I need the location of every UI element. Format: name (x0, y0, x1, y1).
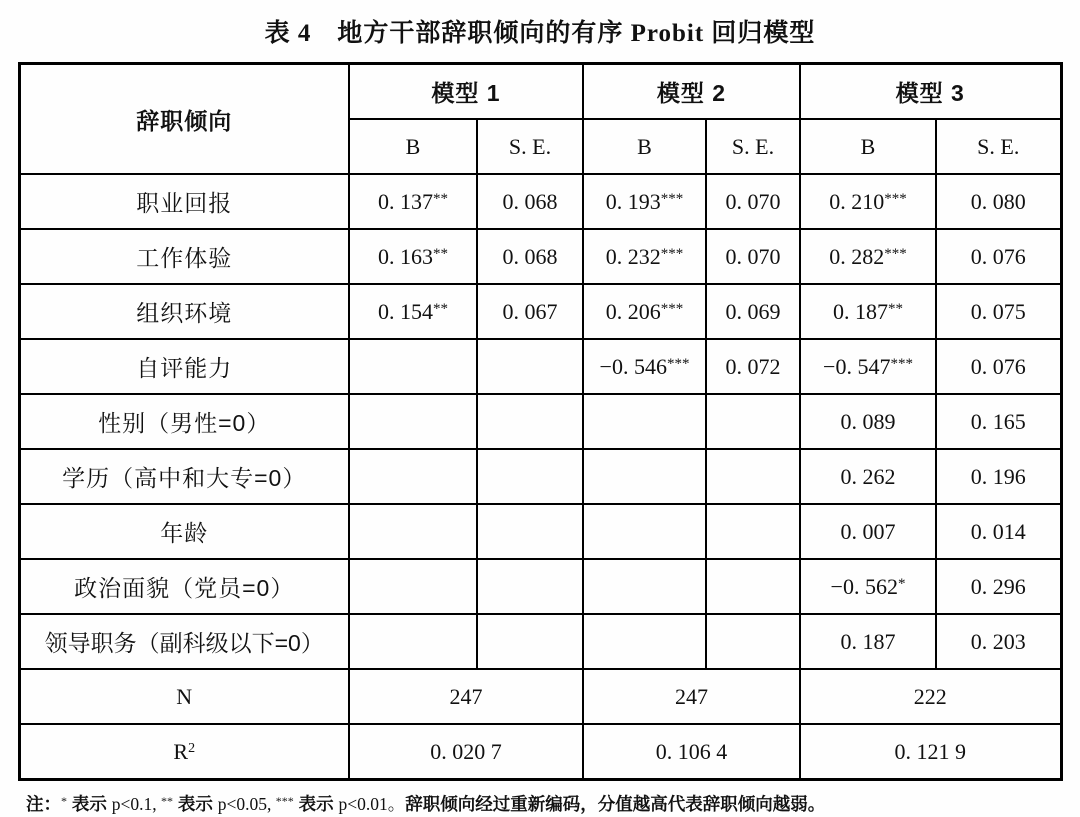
subheader-b: B (583, 119, 706, 174)
regression-table (18, 62, 1063, 781)
header-model-1: 模型 1 (349, 64, 583, 120)
n-value: 247 (349, 669, 583, 724)
coef-cell (349, 339, 477, 394)
row-label: 自评能力 (19, 339, 349, 394)
se-cell: 0. 075 (936, 284, 1061, 339)
se-cell: 0. 076 (936, 229, 1061, 284)
coef-cell: 0. 210*** (800, 174, 936, 229)
table-row (19, 504, 1061, 559)
n-value: 222 (800, 669, 1061, 724)
table-row (19, 394, 1061, 449)
table-row (19, 559, 1061, 614)
se-cell: 0. 165 (936, 394, 1061, 449)
row-label: 政治面貌（党员=0） (19, 559, 349, 614)
header-model-2: 模型 2 (583, 64, 800, 120)
se-cell: 0. 196 (936, 449, 1061, 504)
table-footnote: 注：* 表示 p<0.1, ** 表示 p<0.05, *** 表示 p<0.01。辞职倾向经过重新编码，分值越高代表辞职倾向越弱。 (26, 794, 826, 814)
se-cell: 0. 068 (477, 174, 583, 229)
table-title: 表 4 地方干部辞职倾向的有序 Probit 回归模型 (264, 20, 816, 47)
se-cell: 0. 070 (706, 229, 800, 284)
row-label: 工作体验 (19, 229, 349, 284)
table-row (19, 339, 1061, 394)
n-value: 247 (583, 669, 800, 724)
coef-cell: 0. 282*** (800, 229, 936, 284)
row-label: $R^2$ (19, 724, 349, 780)
subheader-se: S. E. (936, 119, 1061, 174)
table-row (19, 229, 1061, 284)
se-cell: 0. 203 (936, 614, 1061, 669)
coef-cell: 0. 007 (800, 504, 936, 559)
subheader-b: B (349, 119, 477, 174)
table-row (19, 174, 1061, 229)
coef-cell: 0. 187 (800, 614, 936, 669)
header-model-3: 模型 3 (800, 64, 1061, 120)
note-label: 注： (26, 794, 61, 814)
n-row (19, 669, 1061, 724)
row-label: 领导职务（副科级以下=0） (19, 614, 349, 669)
r2-row (19, 724, 1061, 780)
se-cell: 0. 014 (936, 504, 1061, 559)
se-cell: 0. 080 (936, 174, 1061, 229)
r2-value: 0. 020 7 (349, 724, 583, 780)
subheader-b: B (800, 119, 936, 174)
se-cell: 0. 070 (706, 174, 800, 229)
coef-cell: 0. 193*** (583, 174, 706, 229)
coef-cell: −0. 546*** (583, 339, 706, 394)
row-label: 性别（男性=0） (19, 394, 349, 449)
r2-value: 0. 121 9 (800, 724, 1061, 780)
coef-cell: 0. 187** (800, 284, 936, 339)
se-cell: 0. 068 (477, 229, 583, 284)
subheader-se: S. E. (706, 119, 800, 174)
se-cell: 0. 076 (936, 339, 1061, 394)
coef-cell: 0. 163** (349, 229, 477, 284)
se-cell (477, 339, 583, 394)
row-label: 学历（高中和大专=0） (19, 449, 349, 504)
table-row (19, 284, 1061, 339)
se-cell: 0. 072 (706, 339, 800, 394)
table-row (19, 614, 1061, 669)
coef-cell: 0. 137** (349, 174, 477, 229)
coef-cell: −0. 562* (800, 559, 936, 614)
se-cell: 0. 067 (477, 284, 583, 339)
row-label: 职业回报 (19, 174, 349, 229)
row-label: 组织环境 (19, 284, 349, 339)
coef-cell: 0. 206*** (583, 284, 706, 339)
coef-cell: 0. 262 (800, 449, 936, 504)
corner-header: 辞职倾向 (19, 64, 349, 175)
coef-cell: 0. 089 (800, 394, 936, 449)
coef-cell: −0. 547*** (800, 339, 936, 394)
coef-cell: 0. 154** (349, 284, 477, 339)
row-label: N (19, 669, 349, 724)
row-label: 年龄 (19, 504, 349, 559)
table-row (19, 449, 1061, 504)
se-cell: 0. 296 (936, 559, 1061, 614)
se-cell: 0. 069 (706, 284, 800, 339)
header-row-models (19, 64, 1061, 120)
subheader-se: S. E. (477, 119, 583, 174)
coef-cell: 0. 232*** (583, 229, 706, 284)
r2-value: 0. 106 4 (583, 724, 800, 780)
